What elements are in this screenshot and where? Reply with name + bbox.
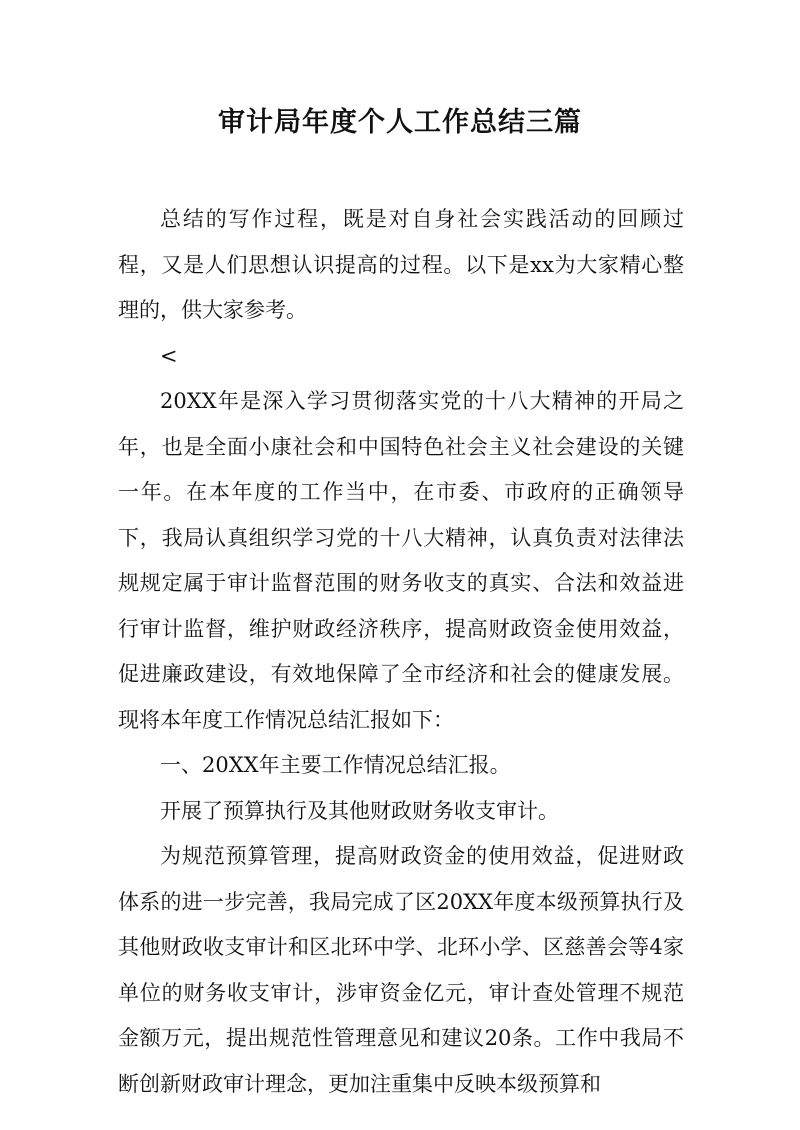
- section-heading: 一、20XX年主要工作情况总结汇报。: [160, 753, 511, 777]
- intro-paragraph: 总结的写作过程，既是对自身社会实践活动的回顾过程，又是人们思想认识提高的过程。以下是xx为大家精心整理的，供大家参考。: [118, 207, 684, 322]
- document-body: [118, 197, 684, 1107]
- subsection-heading: 开展了预算执行及其他财政财务收支审计。: [160, 798, 559, 823]
- page-title: 审计局年度个人工作总结三篇: [218, 107, 582, 138]
- budget-audit-paragraph: 为规范预算管理，提高财政资金的使用效益，促进财政体系的进一步完善，我局完成了区20XX年度本级预算执行及其他财政收支审计和区北环中学、北环小学、区慈善会等4家单位的财务收支审计，涉审资金亿元，审计查处管理不规范金额万元，提出规范性管理意见和建议20条。工作中我局不断创新财政审计理念，更加注重集中反映本级预算和: [118, 844, 684, 1096]
- stray-symbol-paragraph: <: [160, 343, 178, 368]
- overview-paragraph: 20XX年是深入学习贯彻落实党的十八大精神的开局之年，也是全面小康社会和中国特色社会主义社会建设的关键一年。在本年度的工作当中，在市委、市政府的正确领导下，我局认真组织学习党的十八大精神，认真负责对法律法规规定属于审计监督范围的财务收支的真实、合法和效益进行审计监督，维护财政经济秩序，提高财政资金使用效益，促进廉政建设，有效地保障了全市经济和社会的健康发展。现将本年度工作情况总结汇报如下：: [118, 389, 684, 732]
